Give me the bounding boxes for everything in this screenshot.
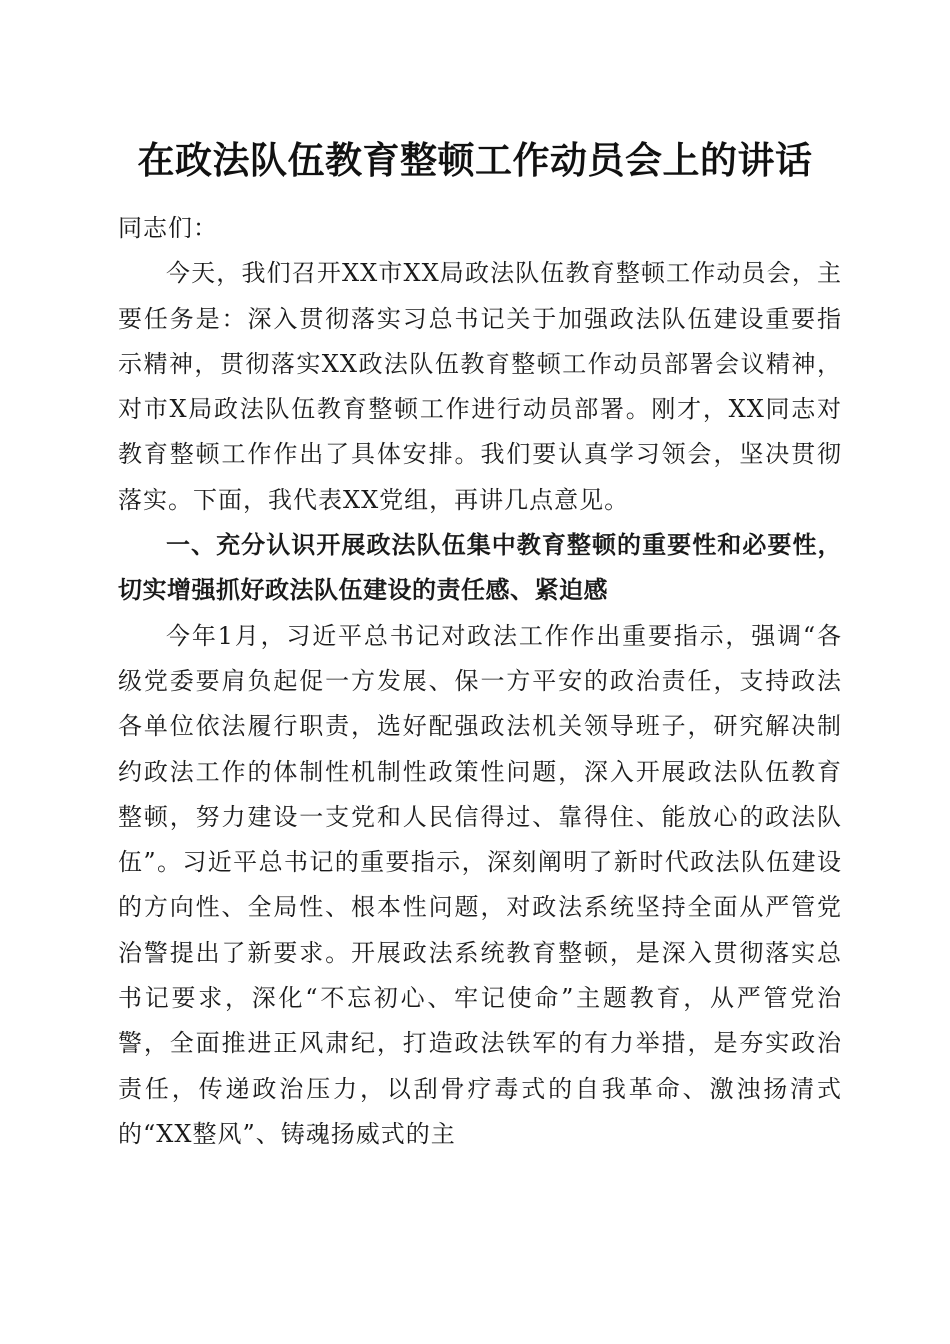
paragraph-section-1: 今年1月，习近平总书记对政法工作作出重要指示，强调“各级党委要肩负起促一方发展、保一方平安的政治责任，支持政法各单位依法履行职责，选好配强政法机关领导班子，研究解决制约政法工作的体制性机制性政策性问题，深入开展政法队伍教育整顿，努力建设一支党和人民信得过、靠得住、能放心的政法队伍”。习近平总书记的重要指示，深刻阐明了新时代政法队伍建设的方向性、全局性、根本性问题，对政法系统坚持全面从严管党治警提出了新要求。开展政法系统教育整顿，是深入贯彻落实总书记要求，深化“不忘初心、牢记使命”主题教育，从严管党治警，全面推进正风肃纪，打造政法铁军的有力举措，是夯实政治责任，传递政治压力，以刮骨疗毒式的自我革命、激浊扬清式的“XX整风”、铸魂扬威式的主 (118, 621, 842, 1148)
document-title: 在政法队伍教育整顿工作动员会上的讲话 (137, 138, 813, 182)
section-heading-1: 一、充分认识开展政法队伍集中教育整顿的重要性和必要性，切实增强抓好政法队伍建设的责任感、紧迫感 (118, 531, 842, 605)
document-body (118, 206, 842, 1157)
paragraph-intro: 今天，我们召开XX市XX局政法队伍教育整顿工作动员会，主要任务是：深入贯彻落实习总书记关于加强政法队伍建设重要指示精神，贯彻落实XX政法队伍教育整顿工作动员部署会议精神，对市X局政法队伍教育整顿工作进行动员部署。刚才，XX同志对教育整顿工作作出了具体安排。我们要认真学习领会，坚决贯彻落实。下面，我代表XX党组，再讲几点意见。 (118, 259, 842, 514)
salutation: 同志们： (118, 214, 218, 242)
